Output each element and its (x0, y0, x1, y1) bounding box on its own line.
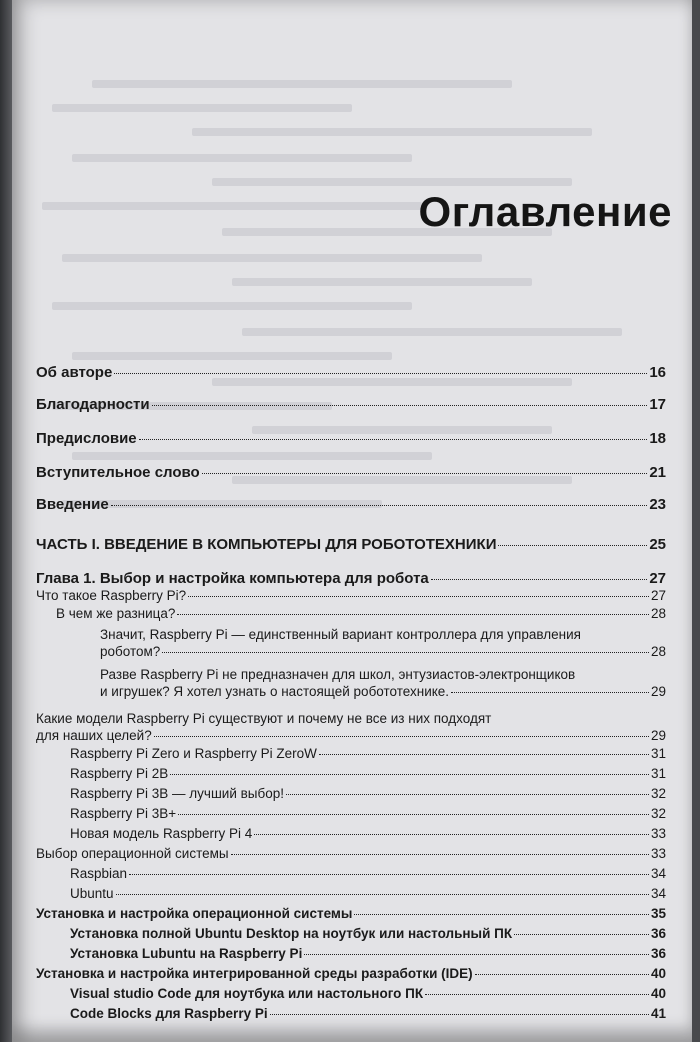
toc-entry-title: Установка и настройка интегрированной среды разработки (IDE) (36, 966, 473, 981)
toc-entry-page: 34 (650, 886, 666, 901)
toc-entry-title: Visual studio Code для ноутбука или настольного ПК (70, 986, 424, 1001)
toc-entry[interactable] (36, 364, 666, 381)
toc-entry-page: 32 (650, 786, 666, 801)
leader-dots (270, 1014, 649, 1015)
leader-dots (354, 914, 649, 915)
toc-entry-title: Вступительное слово (36, 464, 200, 481)
leader-dots (178, 814, 649, 815)
toc-entry-title: Введение (36, 496, 109, 513)
toc-entry-page: 23 (649, 496, 666, 513)
toc-entry-title: Какие модели Raspberry Pi существуют и почему не все из них подходят (36, 711, 492, 726)
leader-dots (152, 405, 648, 406)
leader-dots (451, 692, 649, 693)
leader-dots (177, 614, 649, 615)
leader-dots (231, 854, 649, 855)
toc-entry[interactable] (70, 986, 666, 1001)
toc-entry[interactable] (36, 588, 666, 603)
toc-entry-title: Code Blocks для Raspberry Pi (70, 1006, 268, 1021)
toc-entry-page: 27 (649, 570, 666, 587)
toc-entry-page: 36 (650, 946, 666, 961)
toc-entry-page: 18 (649, 430, 666, 447)
toc-entry[interactable] (70, 806, 666, 821)
leader-dots (114, 373, 647, 374)
toc-entry-title: Выбор операционной системы (36, 846, 229, 861)
toc-entry[interactable] (70, 1006, 666, 1021)
toc-entry-page: 29 (650, 684, 666, 699)
toc-entry[interactable] (36, 966, 666, 981)
toc-entry-title: Значит, Raspberry Pi — единственный вариант контроллера для управления (100, 627, 581, 642)
toc-entry-page: 33 (650, 846, 666, 861)
toc-entry-title: Raspberry Pi 2B (70, 766, 169, 781)
leader-dots (188, 596, 649, 597)
toc-entry-page: 31 (650, 766, 666, 781)
toc-entry-title-cont: и игрушек? Я хотел узнать о настоящей робототехнике. (100, 684, 450, 699)
leader-dots (111, 505, 648, 506)
leader-dots (202, 473, 648, 474)
toc-entry[interactable] (36, 396, 666, 413)
leader-dots (304, 954, 649, 955)
toc-entry[interactable] (70, 946, 666, 961)
toc-entry-continuation (100, 683, 666, 700)
toc-entry[interactable] (36, 906, 666, 921)
leader-dots (116, 894, 649, 895)
toc-entry-continuation (36, 727, 666, 744)
toc-entry[interactable] (70, 746, 666, 761)
toc-entry-title: Установка Lubuntu на Raspberry Pi (70, 946, 303, 961)
toc-entry-title: Raspberry Pi Zero и Raspberry Pi ZeroW (70, 746, 317, 761)
toc-entry-title: Установка и настройка операционной системы (36, 906, 353, 921)
toc-entry[interactable] (70, 786, 666, 801)
toc-entry-title: Raspberry Pi 3B — лучший выбор! (70, 786, 284, 801)
toc-entry-continuation (100, 643, 666, 660)
toc-entry-page: 17 (649, 396, 666, 413)
toc-entry-page: 25 (649, 536, 666, 553)
toc-entry[interactable] (36, 464, 666, 481)
toc-entry-title: Предисловие (36, 430, 137, 447)
leader-dots (431, 579, 648, 580)
toc-entry-page: 29 (650, 728, 666, 743)
toc-entry-page: 28 (650, 644, 666, 659)
toc-entry-title: Ubuntu (70, 886, 114, 901)
toc-entry-title: Новая модель Raspberry Pi 4 (70, 826, 253, 841)
page-spine-shadow (0, 0, 12, 1042)
leader-dots (129, 874, 649, 875)
toc-heading: Оглавление (418, 188, 672, 235)
toc-entry[interactable] (36, 430, 666, 447)
toc-entry-page: 31 (650, 746, 666, 761)
toc-entry[interactable] (70, 826, 666, 841)
toc-entry[interactable] (70, 866, 666, 881)
toc-entry-wrapped[interactable] (100, 666, 666, 700)
book-page (12, 0, 692, 1042)
toc-entry-wrapped[interactable] (100, 626, 666, 660)
toc-entry[interactable] (56, 606, 666, 621)
leader-dots (425, 994, 649, 995)
toc-entry-title: ЧАСТЬ I. ВВЕДЕНИЕ В КОМПЬЮТЕРЫ ДЛЯ РОБОТОТЕХНИКИ (36, 536, 497, 553)
toc-entry-page: 35 (650, 906, 666, 921)
toc-entry-title: Разве Raspberry Pi не предназначен для школ, энтузиастов-электронщиков (100, 667, 576, 682)
toc-entry-title-cont: для наших целей? (36, 728, 152, 743)
toc-entry-title: Что такое Raspberry Pi? (36, 588, 187, 603)
toc-entry-title-cont: роботом? (100, 644, 161, 659)
toc-entry-title: Об авторе (36, 364, 113, 381)
toc-entry[interactable] (36, 846, 666, 861)
leader-dots (154, 736, 649, 737)
toc-entry[interactable] (70, 926, 666, 941)
toc-entry-page: 40 (650, 966, 666, 981)
toc-chapter-entry[interactable] (36, 570, 666, 587)
toc-entry-title: В чем же разница? (56, 606, 176, 621)
toc-entry[interactable] (36, 496, 666, 513)
toc-entry[interactable] (70, 766, 666, 781)
toc-entry-title: Установка полной Ubuntu Desktop на ноутбук или настольный ПК (70, 926, 513, 941)
toc-entry-wrapped[interactable] (36, 710, 666, 744)
toc-part-entry[interactable] (36, 536, 666, 553)
leader-dots (475, 974, 649, 975)
toc-entry-page: 27 (650, 588, 666, 603)
leader-dots (139, 439, 648, 440)
leader-dots (254, 834, 649, 835)
toc-entry-page: 36 (650, 926, 666, 941)
leader-dots (319, 754, 649, 755)
leader-dots (286, 794, 649, 795)
toc-entry-page: 28 (650, 606, 666, 621)
toc-entry[interactable] (70, 886, 666, 901)
toc-entry-page: 21 (649, 464, 666, 481)
leader-dots (162, 652, 649, 653)
toc-entry-title: Raspbian (70, 866, 128, 881)
toc-entry-page: 40 (650, 986, 666, 1001)
leader-dots (498, 545, 647, 546)
leader-dots (514, 934, 649, 935)
toc-entry-title: Глава 1. Выбор и настройка компьютера для робота (36, 570, 429, 587)
toc-entry-title: Благодарности (36, 396, 150, 413)
toc-entry-page: 41 (650, 1006, 666, 1021)
leader-dots (170, 774, 649, 775)
toc-entry-page: 33 (650, 826, 666, 841)
toc-entry-title: Raspberry Pi 3B+ (70, 806, 177, 821)
toc-entry-page: 34 (650, 866, 666, 881)
toc-entry-page: 32 (650, 806, 666, 821)
toc-entry-page: 16 (649, 364, 666, 381)
